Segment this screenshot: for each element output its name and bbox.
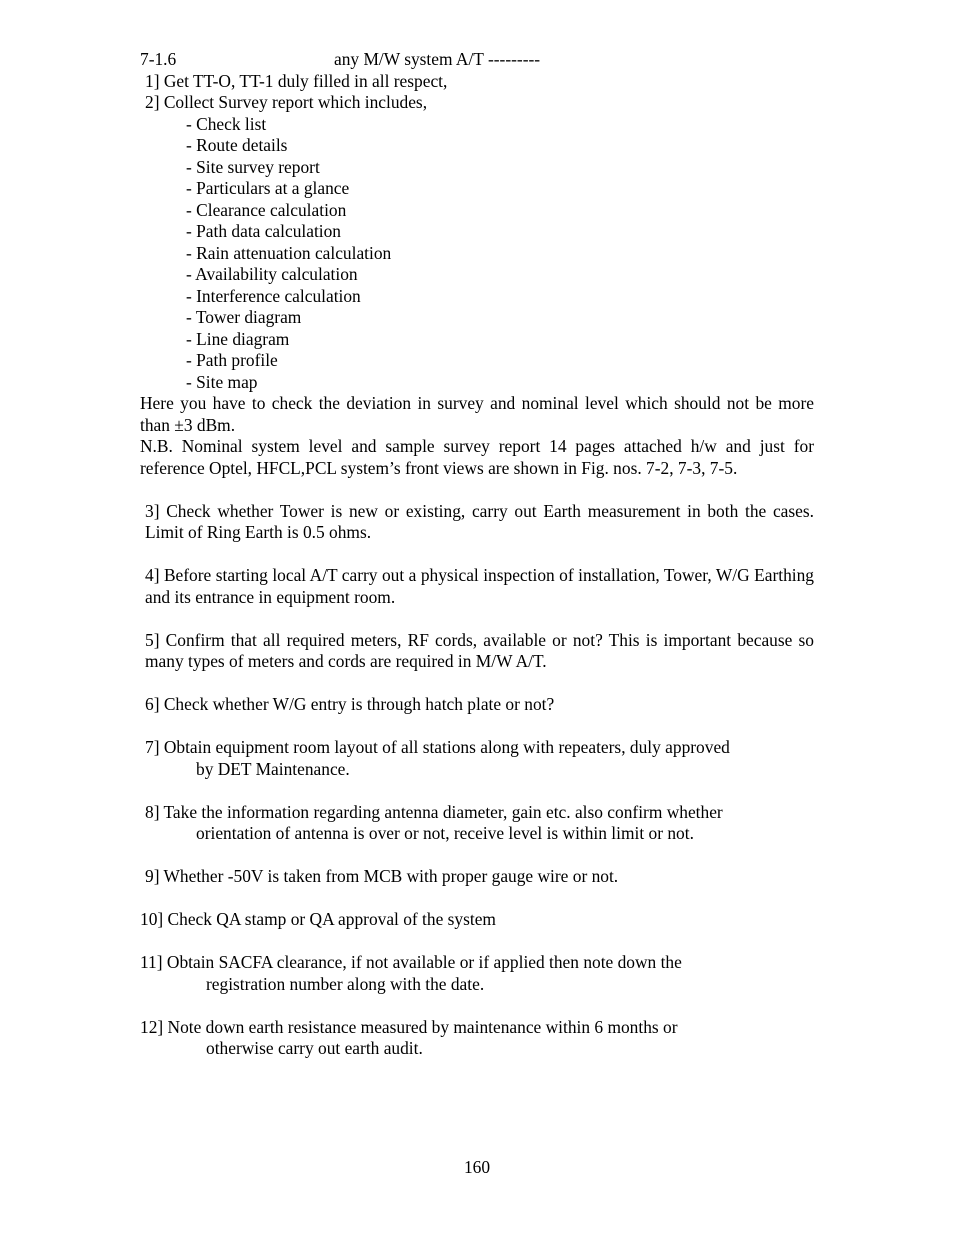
item-2-intro: 2] Collect Survey report which includes, bbox=[145, 92, 428, 112]
item-12-line-1: 12] Note down earth resistance measured by maintenance within 6 months or bbox=[140, 1016, 678, 1037]
list-item: - Tower diagram bbox=[186, 307, 302, 327]
item-7-line-2: by DET Maintenance. bbox=[196, 758, 350, 779]
section-title: any M/W system A/T --------- bbox=[334, 49, 541, 69]
list-item: - Site map bbox=[186, 371, 258, 392]
spacer bbox=[140, 845, 814, 867]
item-4: 4] Before starting local A/T carry out a physical inspection of installation, Tower, W/G Earthing and its entrance in equipment room. bbox=[145, 565, 814, 607]
list-item: - Particulars at a glance bbox=[186, 178, 350, 198]
list-item: - Clearance calculation bbox=[186, 199, 347, 220]
item-3: 3] Check whether Tower is new or existing, carry out Earth measurement in both the cases. Limit of Ring Earth is 0.5 ohms. bbox=[145, 500, 814, 542]
item-8-line-2: orientation of antenna is over or not, receive level is within limit or not. bbox=[196, 823, 694, 843]
spacer bbox=[140, 716, 814, 738]
item-9: 9] Whether -50V is taken from MCB with proper gauge wire or not. bbox=[145, 866, 619, 886]
list-item: - Line diagram bbox=[186, 328, 290, 349]
list-item: - Availability calculation bbox=[186, 264, 358, 284]
spacer bbox=[140, 995, 814, 1017]
page-number: 160 bbox=[463, 1157, 491, 1177]
list-item: - Path data calculation bbox=[186, 221, 342, 241]
item-5: 5] Confirm that all required meters, RF cords, available or not? This is important because so many types of meters and cords are required in M/W A/T. bbox=[145, 629, 814, 671]
item-1: 1] Get TT-O, TT-1 duly filled in all respect, bbox=[145, 70, 448, 91]
list-item: - Route details bbox=[186, 135, 288, 155]
spacer bbox=[140, 673, 814, 695]
item-8-line-1: 8] Take the information regarding antenna diameter, gain etc. also confirm whether bbox=[145, 801, 723, 822]
spacer bbox=[140, 479, 814, 501]
item-7-line-1: 7] Obtain equipment room layout of all stations along with repeaters, duly approved bbox=[145, 737, 730, 757]
item-6: 6] Check whether W/G entry is through hatch plate or not? bbox=[145, 694, 555, 714]
list-item: - Site survey report bbox=[186, 156, 320, 177]
spacer bbox=[140, 888, 814, 910]
spacer bbox=[140, 931, 814, 953]
spacer bbox=[140, 608, 814, 630]
list-item: - Interference calculation bbox=[186, 285, 361, 306]
item-11-line-2: registration number along with the date. bbox=[206, 973, 485, 994]
spacer bbox=[140, 780, 814, 802]
spacer bbox=[140, 544, 814, 566]
survey-report-list bbox=[140, 114, 814, 394]
item-10: 10] Check QA stamp or QA approval of the system bbox=[140, 909, 496, 929]
nb-note: N.B. Nominal system level and sample survey report 14 pages attached h/w and just for reference Optel, HFCL,PCL system’s front views are shown in Fig. nos. 7-2, 7-3, 7-5. bbox=[140, 436, 814, 478]
section-number: 7-1.6 bbox=[140, 49, 177, 69]
section-heading bbox=[140, 49, 814, 71]
item-12-line-2: otherwise carry out earth audit. bbox=[206, 1038, 423, 1058]
list-item: - Path profile bbox=[186, 350, 278, 370]
deviation-note: Here you have to check the deviation in survey and nominal level which should not be more than ±3 dBm. bbox=[140, 393, 814, 435]
list-item: - Rain attenuation calculation bbox=[186, 242, 392, 263]
list-item: - Check list bbox=[186, 113, 267, 134]
document-page bbox=[140, 49, 814, 1060]
item-11-line-1: 11] Obtain SACFA clearance, if not available or if applied then note down the bbox=[140, 952, 682, 972]
